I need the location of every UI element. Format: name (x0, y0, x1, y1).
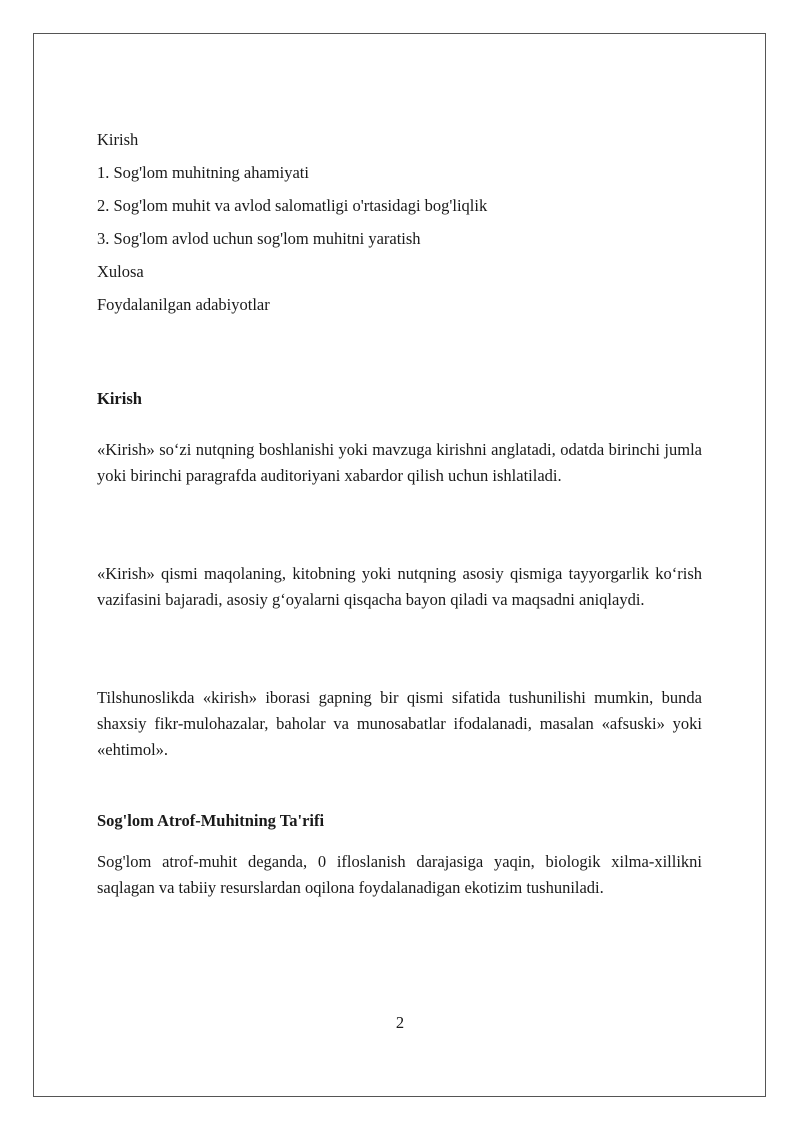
toc-item-adabiyotlar: Foydalanilgan adabiyotlar (97, 295, 270, 314)
paragraph-text: Tilshunoslikda «kirish» iborasi gapning bir qismi sifatida tushunilishi mumkin, bunda shaxsiy fikr-mulohazalar, baholar va munosabatlar ifodalanadi, masalan «afsuski» yoki «ehtimol». (97, 688, 702, 759)
toc-item-kirish: Kirish (97, 130, 139, 149)
paragraph-kirish-3 (97, 685, 702, 763)
toc-item-xulosa: Xulosa (97, 262, 144, 281)
paragraph-atrof-1 (97, 849, 702, 901)
table-of-contents (97, 127, 702, 325)
heading-text: Sog'lom Atrof-Muhitning Ta'rifi (97, 811, 325, 830)
toc-item-3: 3. Sog'lom avlod uchun sog'lom muhitni yaratish (97, 229, 421, 248)
paragraph-kirish-1 (97, 437, 702, 489)
toc-item-1: 1. Sog'lom muhitning ahamiyati (97, 163, 309, 182)
paragraph-kirish-2 (97, 561, 702, 613)
paragraph-text: Sog'lom atrof-muhit deganda, 0 ifloslanish darajasiga yaqin, biologik xilma-xillikni saqlagan va tabiiy resurslardan oqilona foydalanadigan ekotizim tushuniladi. (97, 852, 702, 897)
section-heading-atrof (97, 809, 702, 833)
paragraph-text: «Kirish» so‘zi nutqning boshlanishi yoki mavzuga kirishni anglatadi, odatda birinchi jumla yoki birinchi paragrafda auditoriyani xabardor qilish uchun ishlatiladi. (97, 440, 702, 485)
toc-item-2: 2. Sog'lom muhit va avlod salomatligi o'rtasidagi bog'liqlik (97, 196, 488, 215)
page-number: 2 (395, 1013, 405, 1032)
section-heading-kirish (97, 387, 702, 411)
paragraph-text: «Kirish» qismi maqolaning, kitobning yoki nutqning asosiy qismiga tayyorgarlik ko‘rish vazifasini bajaradi, asosiy g‘oyalarni qisqacha bayon qiladi va maqsadni aniqlaydi. (97, 564, 702, 609)
heading-text: Kirish (97, 389, 142, 408)
